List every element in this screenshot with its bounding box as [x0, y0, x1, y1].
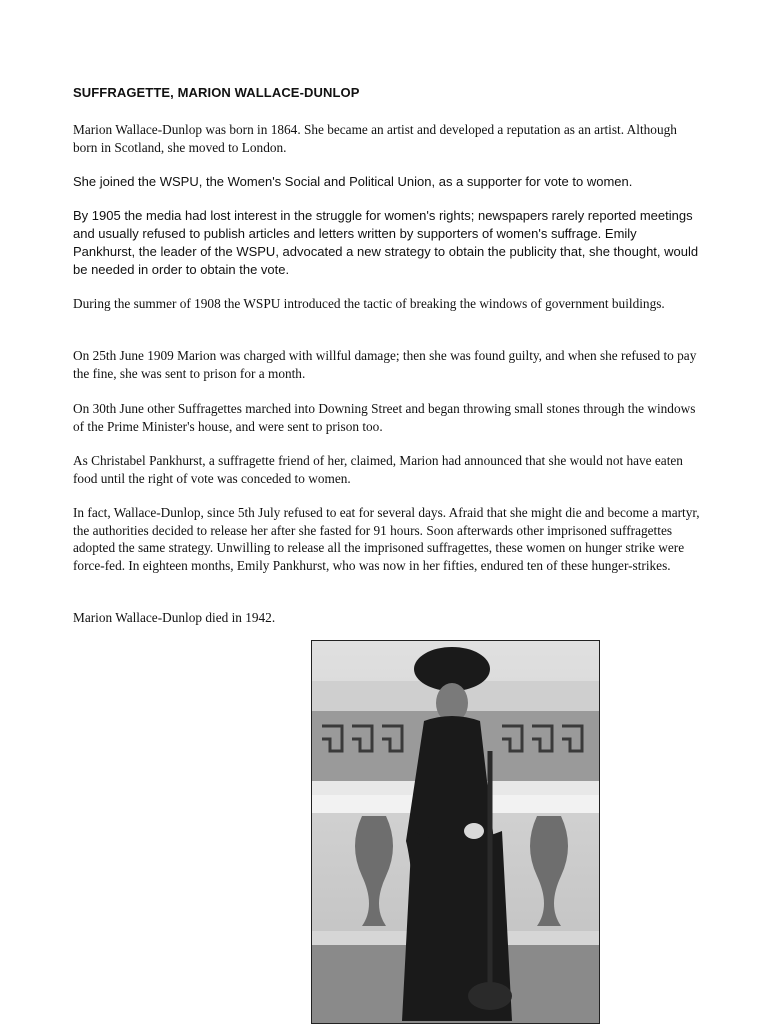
paragraph-downing-street: On 30th June other Suffragettes marched into Downing Street and began throwing small stones through the windows of the Prime Minister's house, and were sent to prison too. — [73, 401, 696, 434]
paragraph-wspu: She joined the WSPU, the Women's Social and Political Union, as a supporter for vote to women. — [73, 174, 633, 189]
paragraph-birth: Marion Wallace-Dunlop was born in 1864. She became an artist and developed a reputation as an artist. Although born in Scotland, she moved to London. — [73, 122, 677, 155]
paragraph-christabel: As Christabel Pankhurst, a suffragette friend of her, claimed, Marion had announced that she would not have eaten food until the right of vote was conceded to women. — [73, 453, 683, 486]
paragraph-windows: During the summer of 1908 the WSPU introduced the tactic of breaking the windows of government buildings. — [73, 296, 665, 311]
paragraph-media: By 1905 the media had lost interest in the struggle for women's rights; newspapers rarely reported meetings and usually refused to publish articles and letters written by supporters of women's suffrage. Emily Pankhurst, the leader of the WSPU, advocated a new strategy to obtain the publicity that, she thought, would be needed in order to obtain the vote. — [73, 208, 699, 277]
paragraph-hunger-strike: In fact, Wallace-Dunlop, since 5th July refused to eat for several days. Afraid that she might die and become a martyr, the authorities decided to release her after she fasted for 91 hours. Soon afterwards other imprisoned suffragettes adopted the same strategy. Unwilling to release all the imprisoned suffragettes, these women on hunger strike were force-fed. In eighteen months, Emily Pankhurst, who was now in her fifties, endured ten of these hunger-strikes. — [73, 505, 700, 573]
portrait-photo — [311, 640, 600, 1024]
document-title: SUFFRAGETTE, MARION WALLACE-DUNLOP — [73, 85, 360, 100]
paragraph-death: Marion Wallace-Dunlop died in 1942. — [73, 610, 276, 625]
paragraph-charged: On 25th June 1909 Marion was charged with willful damage; then she was found guilty, and when she refused to pay the fine, she was sent to prison for a month. — [73, 348, 697, 381]
